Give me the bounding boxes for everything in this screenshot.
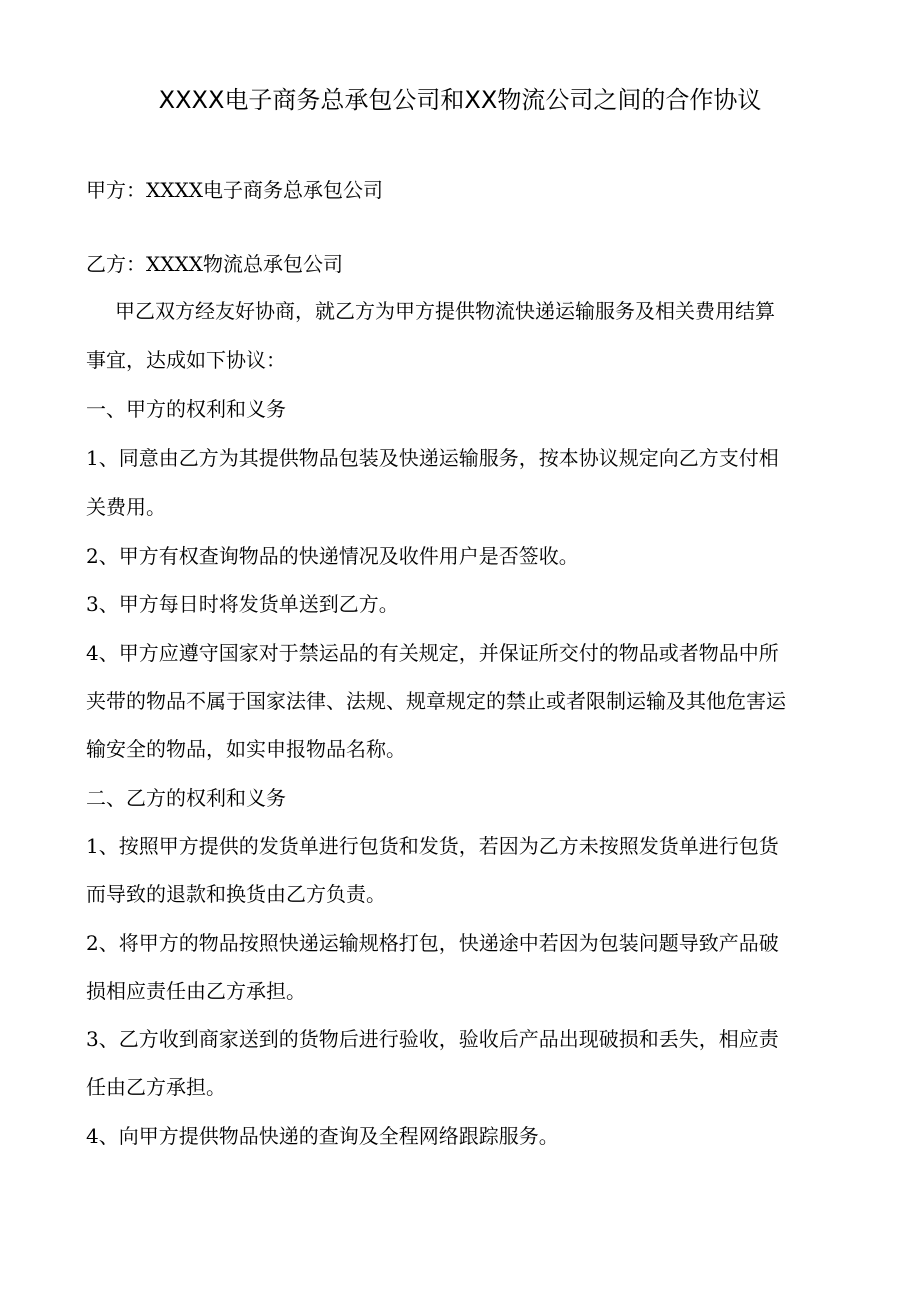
section-1-item-1-line-1: 1、同意由乙方为其提供物品包装及快递运输服务，按本协议规定向乙方支付相 (86, 446, 779, 470)
section-1-item-3: 3、甲方每日时将发货单送到乙方。 (86, 592, 399, 616)
party-b-line: 乙方：XXXX物流总承包公司 (86, 252, 343, 276)
intro-line-2: 事宜，达成如下协议： (86, 348, 286, 372)
section-2-item-4: 4、向甲方提供物品快递的查询及全程网络跟踪服务。 (86, 1124, 559, 1148)
section-1-item-4-line-3: 输安全的物品，如实申报物品名称。 (86, 737, 406, 761)
party-a-line: 甲方：XXXX电子商务总承包公司 (86, 178, 383, 202)
intro-line-1: 甲乙双方经友好协商，就乙方为甲方提供物流快递运输服务及相关费用结算 (115, 299, 775, 323)
section-1-item-1-line-2: 关费用。 (86, 495, 166, 519)
section-2-item-3-line-1: 3、乙方收到商家送到的货物后进行验收，验收后产品出现破损和丢失，相应责 (86, 1027, 779, 1051)
section-2-heading: 二、乙方的权利和义务 (86, 786, 286, 810)
section-2-item-1-line-1: 1、按照甲方提供的发货单进行包货和发货，若因为乙方未按照发货单进行包货 (86, 834, 779, 858)
section-1-heading: 一、甲方的权利和义务 (86, 397, 286, 421)
document-title: XXXX电子商务总承包公司和XX物流公司之间的合作协议 (158, 86, 762, 114)
section-2-item-1-line-2: 而导致的退款和换货由乙方负责。 (86, 882, 386, 906)
section-1-item-2: 2、甲方有权查询物品的快递情况及收件用户是否签收。 (86, 544, 579, 568)
section-2-item-3-line-2: 任由乙方承担。 (86, 1075, 226, 1099)
section-1-item-4-line-2: 夹带的物品不属于国家法律、法规、规章规定的禁止或者限制运输及其他危害运 (86, 689, 786, 713)
section-2-item-2-line-1: 2、将甲方的物品按照快递运输规格打包，快递途中若因为包装问题导致产品破 (86, 931, 779, 955)
section-1-item-4-line-1: 4、甲方应遵守国家对于禁运品的有关规定，并保证所交付的物品或者物品中所 (86, 641, 779, 665)
section-2-item-2-line-2: 损相应责任由乙方承担。 (86, 979, 306, 1003)
